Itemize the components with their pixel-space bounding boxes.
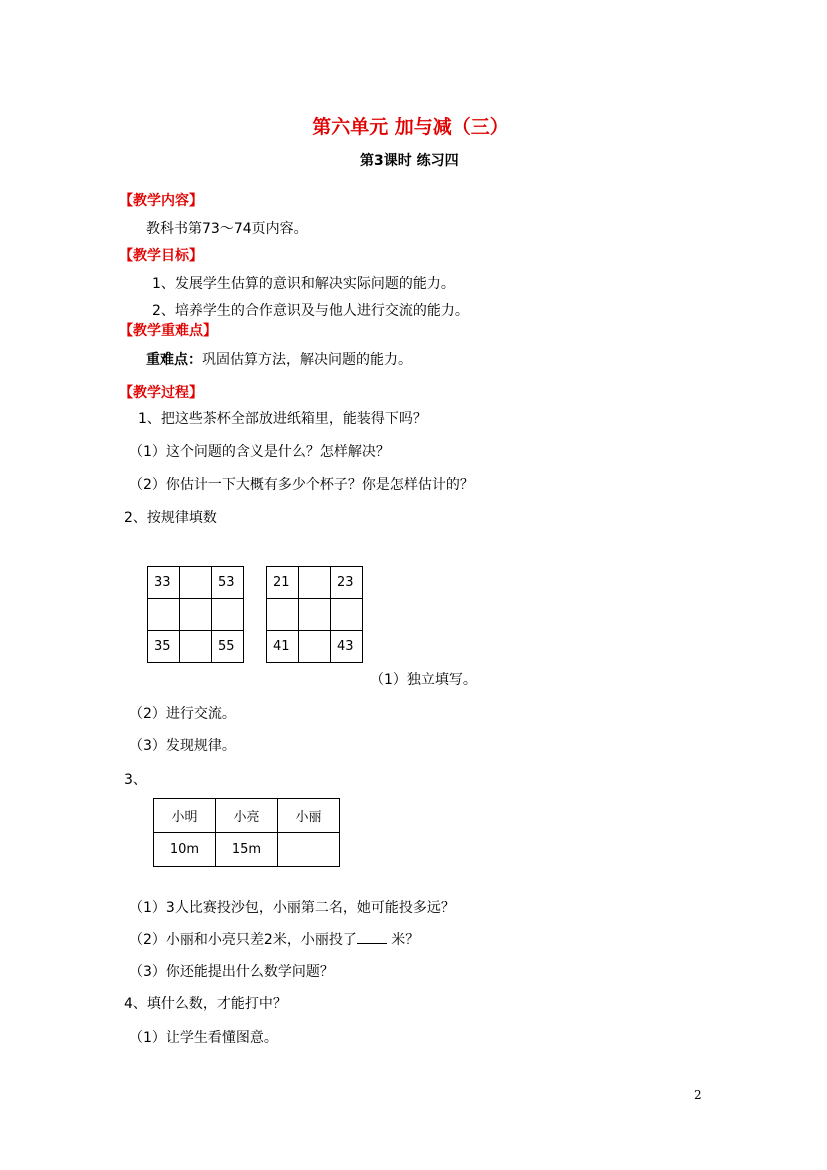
goal-item-2: 2、培养学生的合作意识及与他人进行交流的能力。	[152, 303, 469, 319]
grid-b-cell	[331, 599, 363, 631]
section-heading-process: 【教学过程】	[119, 385, 203, 401]
grid-a-cell	[180, 631, 212, 663]
grid-b-cell	[299, 631, 331, 663]
grid-a-cell	[180, 567, 212, 599]
question-3-part-2	[129, 929, 419, 949]
question-4-part-1: （1）让学生看懂图意。	[129, 1030, 278, 1046]
key-points-text: 巩固估算方法，解决问题的能力。	[202, 352, 412, 368]
table-value-cell: 15m	[216, 833, 278, 867]
question-2: 2、按规律填数	[124, 510, 217, 526]
question-3-part-2-text-a: （2）小丽和小亮只差2米，小丽投了	[129, 932, 357, 948]
goal-item-1: 1、发展学生估算的意识和解决实际问题的能力。	[152, 276, 455, 292]
question-1-part-2: （2）你估计一下大概有多少个杯子？你是怎样估计的？	[129, 477, 474, 493]
grid-b-cell: 41	[267, 631, 299, 663]
grid-a-cell: 35	[148, 631, 180, 663]
throw-distance-table	[153, 798, 340, 867]
page-number: 2	[694, 1088, 702, 1102]
answer-blank	[357, 929, 387, 944]
grid-b-cell: 23	[331, 567, 363, 599]
table-value-cell	[278, 833, 340, 867]
section-heading-goals: 【教学目标】	[119, 248, 203, 264]
question-2-part-1: （1）独立填写。	[370, 672, 477, 688]
question-1-part-1: （1）这个问题的含义是什么？怎样解决？	[129, 444, 390, 460]
question-4: 4、填什么数，才能打中？	[124, 996, 287, 1012]
page-subtitle: 第3课时 练习四	[360, 153, 459, 169]
table-header-cell: 小亮	[216, 799, 278, 833]
question-1: 1、把这些茶杯全部放进纸箱里，能装得下吗？	[138, 411, 427, 427]
key-points-line	[146, 349, 412, 369]
content-text: 教科书第73～74页内容。	[146, 221, 308, 237]
page-title: 第六单元 加与减（三）	[312, 116, 509, 138]
grid-a-cell	[212, 599, 244, 631]
section-heading-content: 【教学内容】	[119, 193, 203, 209]
grid-b-cell	[299, 567, 331, 599]
grid-b-cell	[299, 599, 331, 631]
grid-b-cell: 43	[331, 631, 363, 663]
table-value-cell: 10m	[154, 833, 216, 867]
grid-a-cell: 33	[148, 567, 180, 599]
number-grid-b	[266, 566, 363, 663]
question-3-part-3: （3）你还能提出什么数学问题？	[129, 964, 334, 980]
key-points-label: 重难点：	[146, 352, 202, 368]
section-heading-key-points: 【教学重难点】	[119, 323, 217, 339]
number-grid-a	[147, 566, 244, 663]
grid-a-cell: 53	[212, 567, 244, 599]
grid-a-cell	[180, 599, 212, 631]
grid-a-cell	[148, 599, 180, 631]
question-3-part-2-text-b: 米？	[391, 932, 420, 948]
question-2-part-3: （3）发现规律。	[129, 738, 236, 754]
grid-b-cell: 21	[267, 567, 299, 599]
question-3-part-1: （1）3人比赛投沙包，小丽第二名，她可能投多远？	[129, 900, 455, 916]
grid-a-cell: 55	[212, 631, 244, 663]
question-2-part-2: （2）进行交流。	[129, 706, 236, 722]
table-header-cell: 小丽	[278, 799, 340, 833]
table-header-cell: 小明	[154, 799, 216, 833]
grid-b-cell	[267, 599, 299, 631]
question-3: 3、	[124, 772, 147, 788]
